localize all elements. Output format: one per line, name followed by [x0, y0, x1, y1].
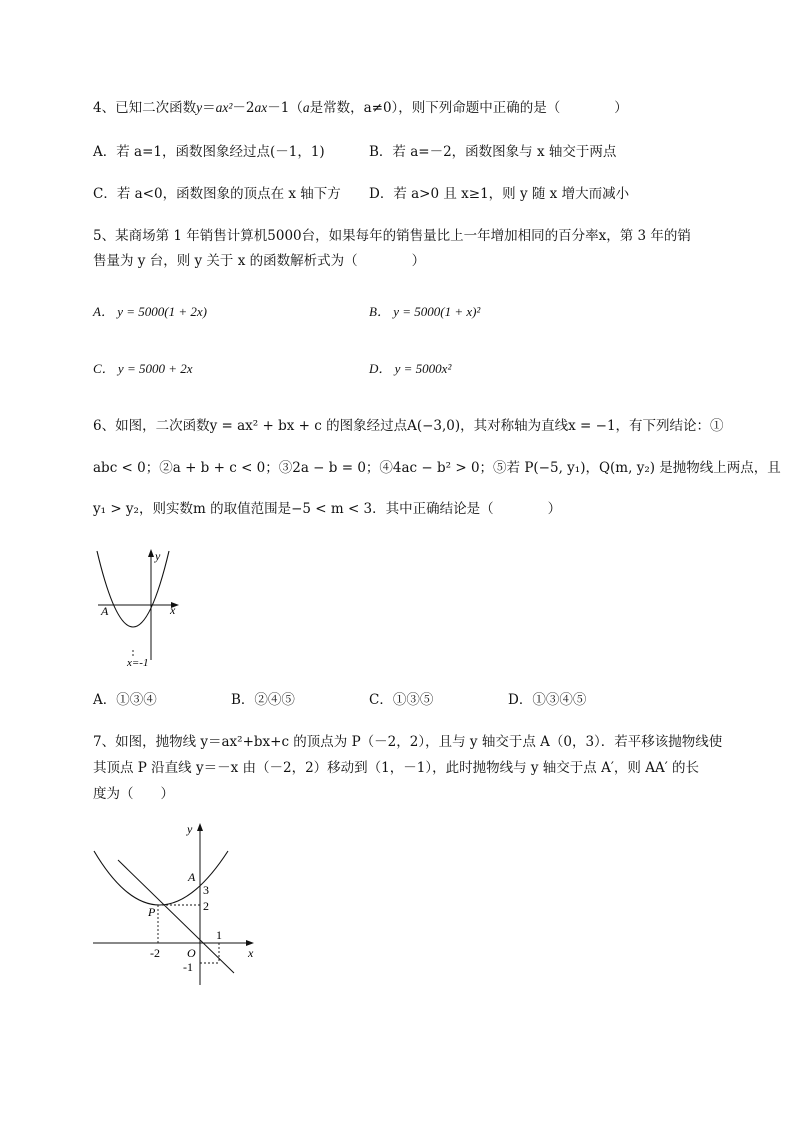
q7-figure — [88, 815, 268, 990]
q5-line-1: 5、某商场第 1 年销售计算机5000台，如果每年的销售量比上一年增加相同的百分率x，第 3 年的销 — [93, 228, 691, 244]
q7-line-3: 度为（ ） — [93, 786, 174, 802]
q5-option-d: D． y = 5000x² — [369, 361, 452, 376]
q6-label-axis: x=-1 — [127, 657, 149, 669]
q7-label-1: 1 — [216, 928, 222, 942]
q7-label-2: 2 — [203, 899, 209, 913]
q7-label-x: x — [248, 946, 254, 960]
q7-line-2: 其顶点 P 沿直线 y＝－x 由（－2，2）移动到（1，－1），此时抛物线与 y 轴交于点 A′，则 AA′ 的长 — [93, 760, 700, 776]
q6-option-d: D．①③④⑤ — [508, 692, 587, 708]
q6-line-3: y₁ > y₂，则实数m 的取值范围是−5 < m < 3．其中正确结论是（ ） — [93, 501, 562, 517]
q5-line-2: 售量为 y 台，则 y 关于 x 的函数解析式为（ ） — [93, 253, 426, 269]
q7-label-p: P — [148, 905, 156, 919]
q4-func-eq: ＝ — [202, 100, 216, 116]
q4-func-a: a — [302, 100, 310, 115]
q4-option-d: D．若 a>0 且 x≥1，则 y 随 x 增大而减小 — [369, 186, 630, 202]
q6-option-b: B．②④⑤ — [231, 692, 295, 708]
q6-label-x: x — [170, 603, 176, 617]
q4-func-ax2: ax² — [215, 100, 233, 115]
q4-option-b: B．若 a=－2，函数图象与 x 轴交于两点 — [369, 144, 617, 160]
q4-func-minus1: －2 — [232, 100, 255, 116]
q7-label-a: A — [188, 870, 196, 884]
q6-y-arrow-icon — [148, 549, 154, 557]
q5-option-b: B． y = 5000(1 + x)² — [369, 304, 481, 319]
q6-figure — [93, 545, 193, 670]
q7-line-y-neg-x — [118, 860, 234, 973]
q7-label-o: O — [187, 946, 196, 960]
q6-option-c: C．①③⑤ — [369, 692, 434, 708]
q7-label-y: y — [187, 822, 193, 836]
q6-line-2: abc < 0；②a + b + c < 0；③2a − b = 0；④4ac − b² > 0；⑤若 P(−5, y₁)，Q(m, y₂) 是抛物线上两点，且 — [93, 460, 781, 476]
q4-option-c: C．若 a<0，函数图象的顶点在 x 轴下方 — [93, 186, 341, 202]
q7-line-1: 7、如图，抛物线 y＝ax²+bx+c 的顶点为 P（－2，2），且与 y 轴交于点 A（0，3）．若平移该抛物线使 — [93, 734, 723, 750]
q4-stem-text: 4、已知二次函数 — [93, 100, 197, 116]
q7-label-neg1: -1 — [183, 960, 193, 974]
q6-line-1: 6、如图，二次函数y = ax² + bx + c 的图象经过点A(−3,0)，其对称轴为直线x = −1，有下列结论：① — [93, 418, 724, 434]
q6-label-a: A — [101, 604, 109, 618]
q6-option-a: A．①③④ — [93, 692, 157, 708]
q4-func-y: y — [196, 100, 203, 115]
q7-label-3: 3 — [203, 883, 209, 897]
q5-option-c: C． y = 5000 + 2x — [93, 361, 193, 376]
q4-option-a: A．若 a=1，函数图象经过点(－1，1) — [93, 144, 325, 160]
q5-option-a: A． y = 5000(1 + 2x) — [93, 304, 207, 319]
q4-stem-post: 是常数，a≠0），则下列命题中正确的是（ ） — [309, 100, 628, 116]
q6-label-y: y — [155, 549, 161, 563]
q7-y-arrow-icon — [197, 823, 203, 831]
q4-func-minus2: －1（ — [267, 100, 303, 116]
q4-stem — [93, 99, 628, 117]
q7-label-neg2: -2 — [150, 946, 160, 960]
q4-func-ax: ax — [254, 100, 268, 115]
